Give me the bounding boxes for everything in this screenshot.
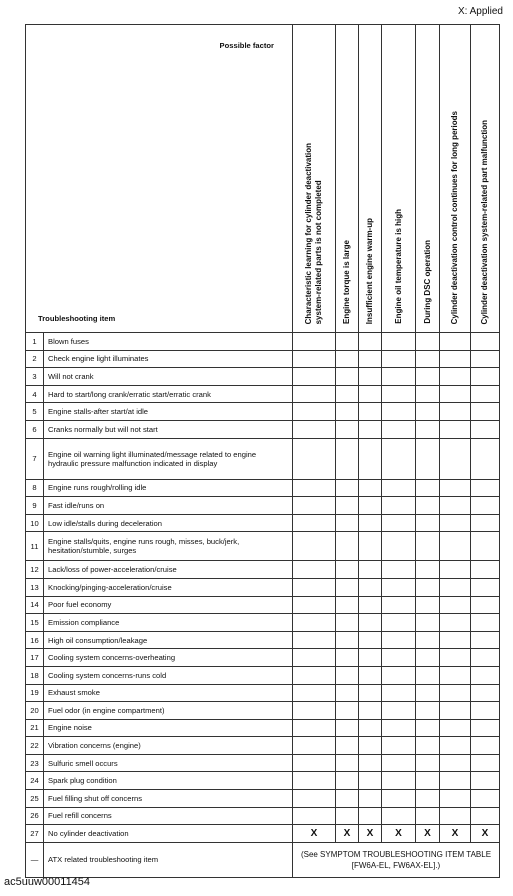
row-number: — — [26, 842, 44, 877]
row-number: 18 — [26, 666, 44, 684]
factor-cell — [471, 649, 500, 667]
factor-cell — [382, 631, 416, 649]
factor-cell — [440, 614, 471, 632]
factor-cell — [359, 790, 382, 808]
row-number: 23 — [26, 754, 44, 772]
troubleshooting-item-label: Troubleshooting item — [38, 314, 116, 323]
row-item: Hard to start/long crank/erratic start/erratic crank — [44, 385, 293, 403]
factor-header-6 — [440, 25, 471, 333]
table-row — [26, 649, 500, 667]
factor-cell — [359, 807, 382, 825]
factor-cell — [382, 561, 416, 579]
factor-cell — [293, 532, 336, 561]
table-row — [26, 438, 500, 479]
row-item: No cylinder deactivation — [44, 825, 293, 843]
factor-cell — [382, 737, 416, 755]
factor-cell — [359, 403, 382, 421]
factor-cell — [359, 702, 382, 720]
factor-cell — [359, 420, 382, 438]
factor-cell — [416, 403, 440, 421]
factor-cell — [359, 737, 382, 755]
factor-cell — [336, 684, 359, 702]
table-row — [26, 719, 500, 737]
factor-cell — [416, 596, 440, 614]
factor-cell — [293, 561, 336, 579]
factor-cell — [359, 631, 382, 649]
factor-cell — [416, 790, 440, 808]
factor-cell — [336, 368, 359, 386]
factor-cell — [336, 497, 359, 515]
factor-cell — [440, 561, 471, 579]
row-number: 24 — [26, 772, 44, 790]
factor-cell — [293, 754, 336, 772]
factor-cell — [471, 561, 500, 579]
row-item: Poor fuel economy — [44, 596, 293, 614]
factor-cell — [471, 438, 500, 479]
factor-cell — [336, 333, 359, 351]
factor-cell — [416, 578, 440, 596]
row-number: 25 — [26, 790, 44, 808]
factor-cell — [471, 772, 500, 790]
factor-cell — [293, 479, 336, 497]
factor-cell — [359, 479, 382, 497]
row-item: Knocking/pinging-acceleration/cruise — [44, 578, 293, 596]
row-item: Fuel refill concerns — [44, 807, 293, 825]
table-row — [26, 666, 500, 684]
factor-cell — [336, 350, 359, 368]
factor-header-4 — [382, 25, 416, 333]
table-header-row — [26, 25, 500, 333]
factor-cell — [336, 790, 359, 808]
factor-cell — [416, 807, 440, 825]
table-row — [26, 578, 500, 596]
factor-cell — [416, 666, 440, 684]
row-number: 16 — [26, 631, 44, 649]
factor-cell — [293, 333, 336, 351]
table-row — [26, 790, 500, 808]
factor-cell — [440, 790, 471, 808]
legend-applied: X: Applied — [457, 6, 503, 17]
factor-cell — [293, 514, 336, 532]
factor-cell — [382, 807, 416, 825]
row-item: Fuel odor (in engine compartment) — [44, 702, 293, 720]
factor-cell — [382, 403, 416, 421]
row-number: 26 — [26, 807, 44, 825]
row-item: Vibration concerns (engine) — [44, 737, 293, 755]
factor-label: Characteristic learning for cylinder deactivation system-related parts is not completed — [304, 142, 323, 324]
factor-cell — [382, 479, 416, 497]
factor-cell: X — [382, 825, 416, 843]
factor-header-7 — [471, 25, 500, 333]
factor-cell — [359, 333, 382, 351]
factor-header-1 — [293, 25, 336, 333]
factor-cell — [336, 514, 359, 532]
factor-cell — [440, 684, 471, 702]
factor-cell — [359, 772, 382, 790]
factor-cell — [471, 684, 500, 702]
factor-cell — [359, 350, 382, 368]
factor-cell — [382, 333, 416, 351]
factor-cell — [471, 754, 500, 772]
factor-cell — [293, 438, 336, 479]
factor-cell — [359, 684, 382, 702]
row-number: 11 — [26, 532, 44, 561]
factor-cell — [293, 719, 336, 737]
factor-cell — [336, 737, 359, 755]
factor-cell — [471, 614, 500, 632]
factor-cell — [416, 719, 440, 737]
factor-cell — [293, 420, 336, 438]
factor-cell — [416, 514, 440, 532]
factor-cell — [382, 719, 416, 737]
factor-cell — [336, 479, 359, 497]
table-row — [26, 772, 500, 790]
factor-cell — [471, 385, 500, 403]
row-item: Low idle/stalls during deceleration — [44, 514, 293, 532]
factor-cell — [336, 754, 359, 772]
row-item: Cranks normally but will not start — [44, 420, 293, 438]
factor-cell — [359, 438, 382, 479]
row-item: Cooling system concerns-overheating — [44, 649, 293, 667]
factor-cell — [440, 438, 471, 479]
factor-cell — [336, 614, 359, 632]
row-number: 27 — [26, 825, 44, 843]
factor-cell — [359, 596, 382, 614]
factor-cell — [359, 578, 382, 596]
factor-cell — [359, 666, 382, 684]
factor-cell — [382, 578, 416, 596]
factor-cell — [336, 666, 359, 684]
factor-cell — [359, 719, 382, 737]
table-row — [26, 403, 500, 421]
row-number: 3 — [26, 368, 44, 386]
table-row — [26, 596, 500, 614]
factor-cell — [336, 772, 359, 790]
row-item: Blown fuses — [44, 333, 293, 351]
row-item: Cooling system concerns-runs cold — [44, 666, 293, 684]
row-item: Exhaust smoke — [44, 684, 293, 702]
factor-cell — [416, 631, 440, 649]
factor-cell: X — [293, 825, 336, 843]
table-row — [26, 333, 500, 351]
factor-cell — [382, 385, 416, 403]
row-item: Lack/loss of power-acceleration/cruise — [44, 561, 293, 579]
factor-cell — [293, 350, 336, 368]
factor-cell — [471, 403, 500, 421]
factor-cell — [471, 333, 500, 351]
atx-reference-note: (See SYMPTOM TROUBLESHOOTING ITEM TABLE [FW6A-EL, FW6AX-EL].) — [293, 842, 500, 877]
table-row — [26, 631, 500, 649]
factor-cell — [359, 385, 382, 403]
factor-cell — [471, 368, 500, 386]
table-row — [26, 497, 500, 515]
factor-cell — [382, 790, 416, 808]
table-row — [26, 825, 500, 843]
row-item: High oil consumption/leakage — [44, 631, 293, 649]
row-number: 10 — [26, 514, 44, 532]
row-number: 17 — [26, 649, 44, 667]
factor-cell — [471, 702, 500, 720]
row-number: 7 — [26, 438, 44, 479]
factor-cell — [416, 532, 440, 561]
factor-cell — [293, 684, 336, 702]
table-row — [26, 479, 500, 497]
possible-factor-label: Possible factor — [219, 41, 274, 50]
factor-cell — [440, 333, 471, 351]
factor-cell — [293, 385, 336, 403]
factor-cell — [440, 420, 471, 438]
factor-cell — [336, 403, 359, 421]
factor-cell — [382, 614, 416, 632]
factor-cell — [416, 737, 440, 755]
row-item: Sulfuric smell occurs — [44, 754, 293, 772]
table-row — [26, 737, 500, 755]
factor-cell — [471, 737, 500, 755]
factor-label: Cylinder deactivation system-related part malfunction — [480, 119, 489, 324]
table-row — [26, 702, 500, 720]
factor-cell — [471, 479, 500, 497]
factor-cell — [440, 596, 471, 614]
row-item: Spark plug condition — [44, 772, 293, 790]
factor-cell — [440, 350, 471, 368]
factor-cell — [440, 719, 471, 737]
factor-cell — [416, 649, 440, 667]
factor-cell — [336, 561, 359, 579]
factor-cell — [382, 666, 416, 684]
factor-cell — [440, 578, 471, 596]
row-number: 9 — [26, 497, 44, 515]
factor-cell: X — [359, 825, 382, 843]
factor-cell — [382, 420, 416, 438]
factor-cell — [440, 514, 471, 532]
factor-cell — [336, 807, 359, 825]
factor-cell — [293, 790, 336, 808]
row-number: 8 — [26, 479, 44, 497]
table-row — [26, 754, 500, 772]
row-item: Fast idle/runs on — [44, 497, 293, 515]
factor-cell — [382, 596, 416, 614]
factor-cell — [336, 719, 359, 737]
factor-cell — [293, 578, 336, 596]
factor-cell — [440, 497, 471, 515]
table-row — [26, 514, 500, 532]
factor-cell — [416, 350, 440, 368]
row-number: 2 — [26, 350, 44, 368]
row-number: 15 — [26, 614, 44, 632]
factor-cell — [359, 649, 382, 667]
row-item: Emission compliance — [44, 614, 293, 632]
row-number: 19 — [26, 684, 44, 702]
table-row — [26, 350, 500, 368]
row-number: 14 — [26, 596, 44, 614]
factor-label: Engine torque is large — [342, 239, 351, 324]
factor-cell — [440, 772, 471, 790]
factor-cell — [293, 772, 336, 790]
factor-cell — [416, 385, 440, 403]
factor-cell — [336, 631, 359, 649]
factor-cell — [382, 684, 416, 702]
factor-cell — [416, 333, 440, 351]
factor-cell — [440, 403, 471, 421]
table-body — [26, 333, 500, 843]
factor-label: Insufficient engine warm-up — [365, 217, 374, 324]
factor-cell: X — [440, 825, 471, 843]
row-number: 13 — [26, 578, 44, 596]
row-item: Will not crank — [44, 368, 293, 386]
factor-cell — [416, 438, 440, 479]
factor-cell — [382, 649, 416, 667]
factor-cell — [416, 702, 440, 720]
image-caption: ac5uuw00011454 — [4, 876, 91, 888]
factor-cell — [471, 807, 500, 825]
factor-cell: X — [336, 825, 359, 843]
factor-cell — [359, 561, 382, 579]
row-number: 20 — [26, 702, 44, 720]
row-number: 22 — [26, 737, 44, 755]
row-number: 5 — [26, 403, 44, 421]
table-row — [26, 368, 500, 386]
factor-cell — [382, 702, 416, 720]
factor-cell — [416, 614, 440, 632]
factor-cell — [416, 420, 440, 438]
factor-cell — [382, 438, 416, 479]
factor-cell — [471, 578, 500, 596]
factor-cell — [382, 350, 416, 368]
factor-cell — [382, 532, 416, 561]
row-item: Engine noise — [44, 719, 293, 737]
factor-cell — [416, 561, 440, 579]
row-item: ATX related troubleshooting item — [44, 842, 293, 877]
factor-cell — [336, 702, 359, 720]
factor-cell — [359, 497, 382, 515]
factor-cell — [293, 596, 336, 614]
factor-cell — [440, 479, 471, 497]
factor-cell — [359, 614, 382, 632]
table-row — [26, 614, 500, 632]
table-row — [26, 385, 500, 403]
factor-header-5 — [416, 25, 440, 333]
factor-cell — [359, 368, 382, 386]
factor-cell — [471, 350, 500, 368]
factor-cell — [471, 596, 500, 614]
row-item: Check engine light illuminates — [44, 350, 293, 368]
factor-cell — [440, 368, 471, 386]
factor-cell — [293, 497, 336, 515]
factor-cell — [293, 631, 336, 649]
table-row — [26, 561, 500, 579]
factor-label: Cylinder deactivation control continues for long periods — [450, 110, 459, 324]
factor-header-2 — [336, 25, 359, 333]
factor-cell — [293, 368, 336, 386]
factor-cell — [440, 649, 471, 667]
factor-cell — [416, 479, 440, 497]
factor-cell — [471, 497, 500, 515]
factor-cell — [440, 737, 471, 755]
factor-cell — [382, 754, 416, 772]
row-number: 1 — [26, 333, 44, 351]
table-row — [26, 420, 500, 438]
factor-cell: X — [416, 825, 440, 843]
factor-cell — [336, 420, 359, 438]
factor-cell — [359, 754, 382, 772]
factor-cell — [293, 666, 336, 684]
row-item: Fuel filling shut off concerns — [44, 790, 293, 808]
factor-cell — [382, 368, 416, 386]
factor-cell — [440, 807, 471, 825]
row-number: 21 — [26, 719, 44, 737]
row-number: 6 — [26, 420, 44, 438]
factor-cell — [359, 532, 382, 561]
factor-cell — [336, 532, 359, 561]
factor-cell — [471, 790, 500, 808]
factor-cell — [416, 754, 440, 772]
factor-cell — [416, 684, 440, 702]
factor-cell — [440, 385, 471, 403]
factor-cell — [336, 578, 359, 596]
factor-cell — [416, 368, 440, 386]
factor-cell — [382, 514, 416, 532]
troubleshooting-table — [25, 24, 500, 878]
factor-cell — [336, 438, 359, 479]
factor-header-3 — [359, 25, 382, 333]
factor-cell — [471, 420, 500, 438]
factor-cell — [359, 514, 382, 532]
row-item: Engine stalls-after start/at idle — [44, 403, 293, 421]
factor-cell — [471, 719, 500, 737]
factor-cell — [471, 666, 500, 684]
factor-cell — [416, 772, 440, 790]
factor-cell — [471, 631, 500, 649]
factor-cell — [440, 702, 471, 720]
factor-cell — [293, 807, 336, 825]
row-item: Engine oil warning light illuminated/message related to engine hydraulic pressure malfunction indicated in display — [44, 438, 293, 479]
factor-cell — [382, 497, 416, 515]
factor-cell — [293, 649, 336, 667]
factor-cell — [382, 772, 416, 790]
table-row — [26, 532, 500, 561]
factor-cell — [293, 702, 336, 720]
factor-cell — [416, 497, 440, 515]
table-row — [26, 807, 500, 825]
factor-cell — [293, 403, 336, 421]
row-number: 12 — [26, 561, 44, 579]
row-item: Engine runs rough/rolling idle — [44, 479, 293, 497]
factor-cell — [440, 754, 471, 772]
factor-cell — [440, 631, 471, 649]
factor-cell — [293, 737, 336, 755]
factor-cell — [471, 532, 500, 561]
factor-cell — [293, 614, 336, 632]
factor-cell — [440, 532, 471, 561]
factor-cell — [440, 666, 471, 684]
table-row — [26, 684, 500, 702]
factor-cell — [336, 596, 359, 614]
factor-cell — [471, 514, 500, 532]
factor-cell: X — [471, 825, 500, 843]
header-corner-cell — [26, 25, 293, 333]
factor-cell — [336, 649, 359, 667]
row-item: Engine stalls/quits, engine runs rough, misses, buck/jerk, hesitation/stumble, surges — [44, 532, 293, 561]
factor-label: During DSC operation — [422, 240, 432, 324]
factor-label: Engine oil temperature is high — [393, 209, 403, 324]
factor-cell — [336, 385, 359, 403]
atx-row — [26, 842, 500, 877]
row-number: 4 — [26, 385, 44, 403]
